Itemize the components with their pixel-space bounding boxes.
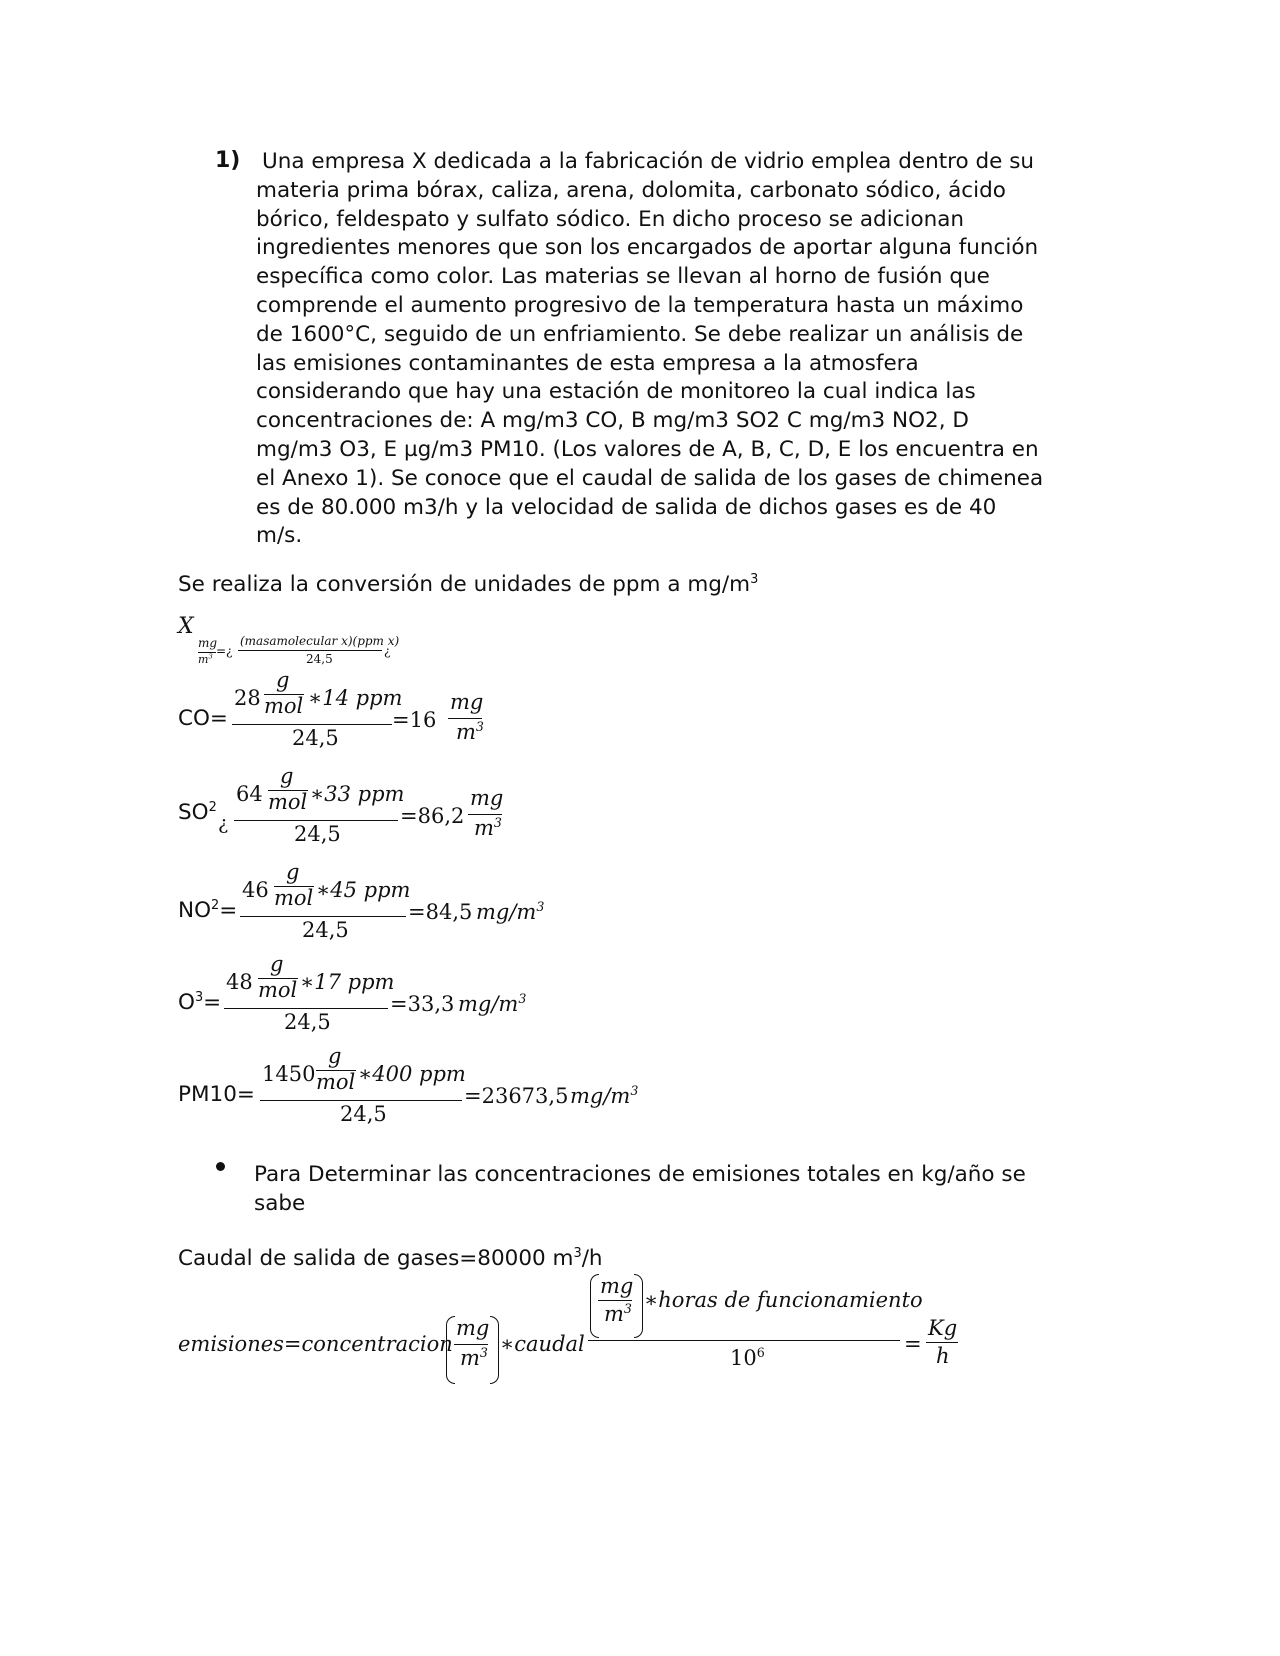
calc-g: g xyxy=(328,1044,342,1068)
calc-result: =33,3 xyxy=(390,992,455,1016)
em-r-den: h xyxy=(936,1344,950,1368)
calc-unit-num: mg xyxy=(470,786,504,810)
calc-pm10 xyxy=(178,1044,658,1136)
calc-label-sup: 2 xyxy=(211,897,220,913)
calc-unit-text: mg/m xyxy=(570,1084,631,1108)
calc-label-sup: 2 xyxy=(208,799,217,815)
calc-so2 xyxy=(178,764,518,856)
calc-unit-den-text: m xyxy=(456,720,476,744)
problem-line: Una empresa X dedicada a la fabricación de vidrio emplea dentro de su xyxy=(262,149,1035,174)
em-den xyxy=(730,1346,765,1370)
em-n-tail: ∗horas de funcionamiento xyxy=(644,1288,923,1312)
calc-label xyxy=(178,896,237,925)
calc-unit-sup: 3 xyxy=(493,815,502,830)
formula-sub-num: mg xyxy=(198,636,218,650)
calc-mass: 1450 xyxy=(262,1062,316,1086)
formula-numerator: (masamolecular x)(ppm x) xyxy=(240,634,400,648)
em-p-num: mg xyxy=(456,1316,490,1340)
flow-sup: 3 xyxy=(573,1245,582,1261)
calc-mol: mol xyxy=(258,978,298,1002)
calc-unit-sup: 3 xyxy=(475,719,484,734)
calc-result: =86,2 xyxy=(400,804,465,828)
flow-tail: /h xyxy=(581,1246,603,1271)
calc-den: 24,5 xyxy=(294,822,341,846)
problem-line: de 1600°C, seguido de un enfriamiento. Se debe realizar un análisis de xyxy=(256,321,1024,347)
problem-line: ingredientes menores que son los encargados de aportar alguna función xyxy=(256,235,1039,261)
em-den-text: 10 xyxy=(730,1346,757,1370)
problem-line: mg/m3 O3, E µg/m3 PM10. (Los valores de A, B, C, D, E los encuentra en xyxy=(256,436,1039,462)
problem-line: las emisiones contaminantes de esta empresa a la atmosfera xyxy=(256,350,919,376)
calc-ppm: ∗45 ppm xyxy=(316,878,411,902)
calc-g: g xyxy=(280,764,294,788)
calc-unit-num: mg xyxy=(450,690,484,714)
calc-den: 24,5 xyxy=(340,1102,387,1126)
conversion-heading-text: Se realiza la conversión de unidades de ppm a mg/m xyxy=(178,572,751,597)
calc-unit-sup: 3 xyxy=(536,899,545,914)
general-formula xyxy=(178,614,418,674)
calc-label-text: SO xyxy=(178,800,209,825)
problem-line: bórico, feldespato y sulfato sódico. En dicho proceso se adicionan xyxy=(256,206,965,232)
calc-den: 24,5 xyxy=(284,1010,331,1034)
problem-line: considerando que hay una estación de monitoreo la cual indica las xyxy=(256,379,976,405)
conversion-heading-sup: 3 xyxy=(750,571,759,587)
calc-label xyxy=(178,798,217,827)
em-p-sup: 3 xyxy=(479,1345,488,1360)
calc-result: =84,5 xyxy=(408,900,473,924)
calc-result: =16 xyxy=(392,708,437,732)
formula-tail: ¿ xyxy=(384,644,391,658)
calc-unit-text: mg/m xyxy=(458,992,519,1016)
formula-sub-den xyxy=(198,653,213,666)
formula-sub-den-text: m xyxy=(198,653,209,666)
problem-statement xyxy=(256,148,1116,551)
formula-eq: =¿ xyxy=(216,644,233,658)
calc-label xyxy=(178,988,221,1017)
calc-label-sup: 3 xyxy=(194,989,204,1005)
calc-unit-sup: 3 xyxy=(518,991,527,1006)
calc-den: 24,5 xyxy=(302,918,349,942)
problem-line: m/s. xyxy=(256,523,303,549)
em-n-sup: 3 xyxy=(623,1301,632,1316)
calc-mass: 46 xyxy=(242,878,269,902)
calc-mol: mol xyxy=(264,694,304,718)
calc-label: CO= xyxy=(178,706,228,731)
calc-mass: 48 xyxy=(226,970,253,994)
calc-label-tail: = xyxy=(203,990,222,1015)
flow-text: Caudal de salida de gases=80000 m xyxy=(178,1246,574,1271)
calc-label-tail: ¿ xyxy=(218,812,229,834)
calc-ppm: ∗14 ppm xyxy=(308,686,403,710)
problem-line: concentraciones de: A mg/m3 CO, B mg/m3 SO2 C mg/m3 NO2, D xyxy=(256,408,969,434)
calc-g: g xyxy=(276,668,290,692)
calc-label-tail: = xyxy=(219,898,238,923)
problem-line: el Anexo 1). Se conoce que el caudal de salida de los gases de chimenea xyxy=(256,465,1044,491)
formula-denominator: 24,5 xyxy=(306,652,333,666)
calc-unit xyxy=(476,900,544,924)
calc-mol: mol xyxy=(274,886,314,910)
problem-line: es de 80.000 m3/h y la velocidad de salida de dichos gases es de 40 xyxy=(256,494,997,520)
emissions-formula xyxy=(178,1276,978,1386)
conversion-heading xyxy=(178,570,758,599)
calc-co xyxy=(178,668,498,760)
calc-unit xyxy=(458,992,526,1016)
problem-line: materia prima bórax, caliza, arena, dolomita, carbonato sódico, ácido xyxy=(256,177,1006,203)
calc-unit xyxy=(570,1084,638,1108)
em-lhs: emisiones=concentracion xyxy=(178,1332,453,1356)
em-p-den-text: m xyxy=(460,1346,480,1370)
formula-sub-den-sup: 3 xyxy=(208,652,213,661)
calc-mass: 28 xyxy=(234,686,261,710)
em-mid: ∗caudal xyxy=(500,1332,585,1356)
problem-line: específica como color. Las materias se llevan al horno de fusión que xyxy=(256,264,990,290)
calc-g: g xyxy=(286,860,300,884)
calc-unit-text: mg/m xyxy=(476,900,537,924)
em-n-den-text: m xyxy=(604,1302,624,1326)
calc-mol: mol xyxy=(316,1070,356,1094)
calc-mol: mol xyxy=(268,790,308,814)
bullet-line: Para Determinar las concentraciones de emisiones totales en kg/año se xyxy=(254,1162,1026,1187)
calc-den: 24,5 xyxy=(292,726,339,750)
bullet-line: sabe xyxy=(254,1191,306,1216)
calc-ppm: ∗400 ppm xyxy=(358,1062,466,1086)
formula-var: X xyxy=(178,614,194,639)
calc-unit-sup: 3 xyxy=(630,1083,639,1098)
calc-unit-den xyxy=(456,720,484,744)
calc-result: =23673,5 xyxy=(464,1084,569,1108)
problem-number: 1) xyxy=(215,148,241,173)
calc-ppm: ∗33 ppm xyxy=(310,782,405,806)
problem-line: comprende el aumento progresivo de la temperatura hasta un máximo xyxy=(256,292,1024,318)
calc-g: g xyxy=(270,952,284,976)
calc-label: PM10= xyxy=(178,1082,255,1107)
em-n-num: mg xyxy=(600,1274,634,1298)
bullet-text xyxy=(254,1160,1114,1218)
em-p-den xyxy=(460,1346,488,1370)
calc-unit-den-text: m xyxy=(474,816,494,840)
calc-no2 xyxy=(178,860,558,952)
bullet-icon xyxy=(216,1162,225,1171)
calc-ppm: ∗17 ppm xyxy=(300,970,395,994)
flow-rate xyxy=(178,1244,603,1273)
calc-label-text: NO xyxy=(178,898,212,923)
em-den-sup: 6 xyxy=(756,1345,765,1360)
em-n-den xyxy=(604,1302,632,1326)
em-eq: = xyxy=(904,1332,922,1356)
calc-o3 xyxy=(178,952,538,1044)
calc-unit-den xyxy=(474,816,502,840)
em-r-num: Kg xyxy=(928,1316,958,1340)
calc-label-text: O xyxy=(178,990,195,1015)
calc-mass: 64 xyxy=(236,782,263,806)
